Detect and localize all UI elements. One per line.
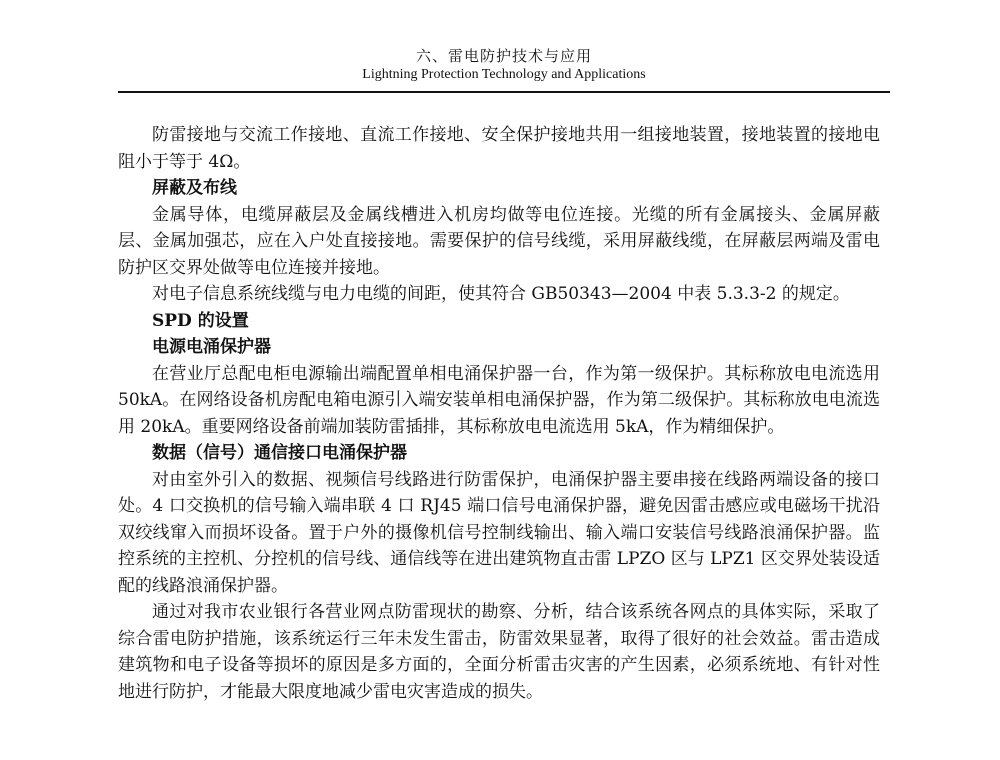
heading-signal-spd: 数据（信号）通信接口电涌保护器 (152, 443, 407, 463)
paragraph-grounding: 防雷接地与交流工作接地、直流工作接地、安全保护接地共用一组接地装置，接地装置的接地电阻小于等于 4Ω。 (118, 125, 880, 172)
running-header-title-en: Lightning Protection Technology and Applications (362, 67, 646, 82)
paragraph-conclusion: 通过对我市农业银行各营业网点防雷现状的勘察、分析，结合该系统各网点的具体实际，采取了综合雷电防护措施，该系统运行三年未发生雷击，防雷效果显著，取得了很好的社会效益。雷击造成建筑物和电子设备等损坏的原因是多方面的，全面分析雷击灾害的产生因素，必须系统地、有针对性地进行防护，才能最大限度地减少雷电灾害造成的损失。 (118, 602, 880, 702)
paragraph-cable-spacing: 对电子信息系统线缆与电力电缆的间距，使其符合 GB50343—2004 中表 5.3.3-2 的规定。 (152, 284, 850, 304)
header-rule (118, 91, 890, 93)
heading-spd-setup: SPD 的设置 (152, 310, 249, 331)
heading-power-spd: 电源电涌保护器 (152, 337, 271, 357)
running-header (118, 46, 890, 84)
paragraph-power-spd: 在营业厅总配电柜电源输出端配置单相电涌保护器一台，作为第一级保护。其标称放电电流选用 50kA。在网络设备机房配电箱电源引入端安装单相电涌保护器，作为第二级保护。其标称放电电流选用 20kA。重要网络设备前端加装防雷插排，其标称放电电流选用 5kA，作为精细保护。 (118, 363, 880, 437)
document-body (118, 122, 880, 705)
paragraph-signal-spd: 对由室外引入的数据、视频信号线路进行防雷保护，电涌保护器主要串接在线路两端设备的接口处。4 口交换机的信号输入端串联 4 口 RJ45 端口信号电涌保护器，避免因雷击感应或电磁场干扰沿双绞线窜入而损坏设备。置于户外的摄像机信号控制线输出、输入端口安装信号线路浪涌保护器。监控系统的主控机、分控机的信号线、通信线等在进出建筑物直击雷 LPZO 区与 LPZ1 区交界处装设适配的线路浪涌保护器。 (118, 469, 880, 596)
running-header-title-cn: 六、雷电防护技术与应用 (415, 47, 592, 65)
heading-shielding-wiring: 屏蔽及布线 (152, 178, 237, 198)
paragraph-shielding: 金属导体，电缆屏蔽层及金属线槽进入机房均做等电位连接。光缆的所有金属接头、金属屏蔽层、金属加强芯，应在入户处直接接地。需要保护的信号线缆，采用屏蔽线缆，在屏蔽层两端及雷电防护区交界处做等电位连接并接地。 (118, 204, 880, 278)
